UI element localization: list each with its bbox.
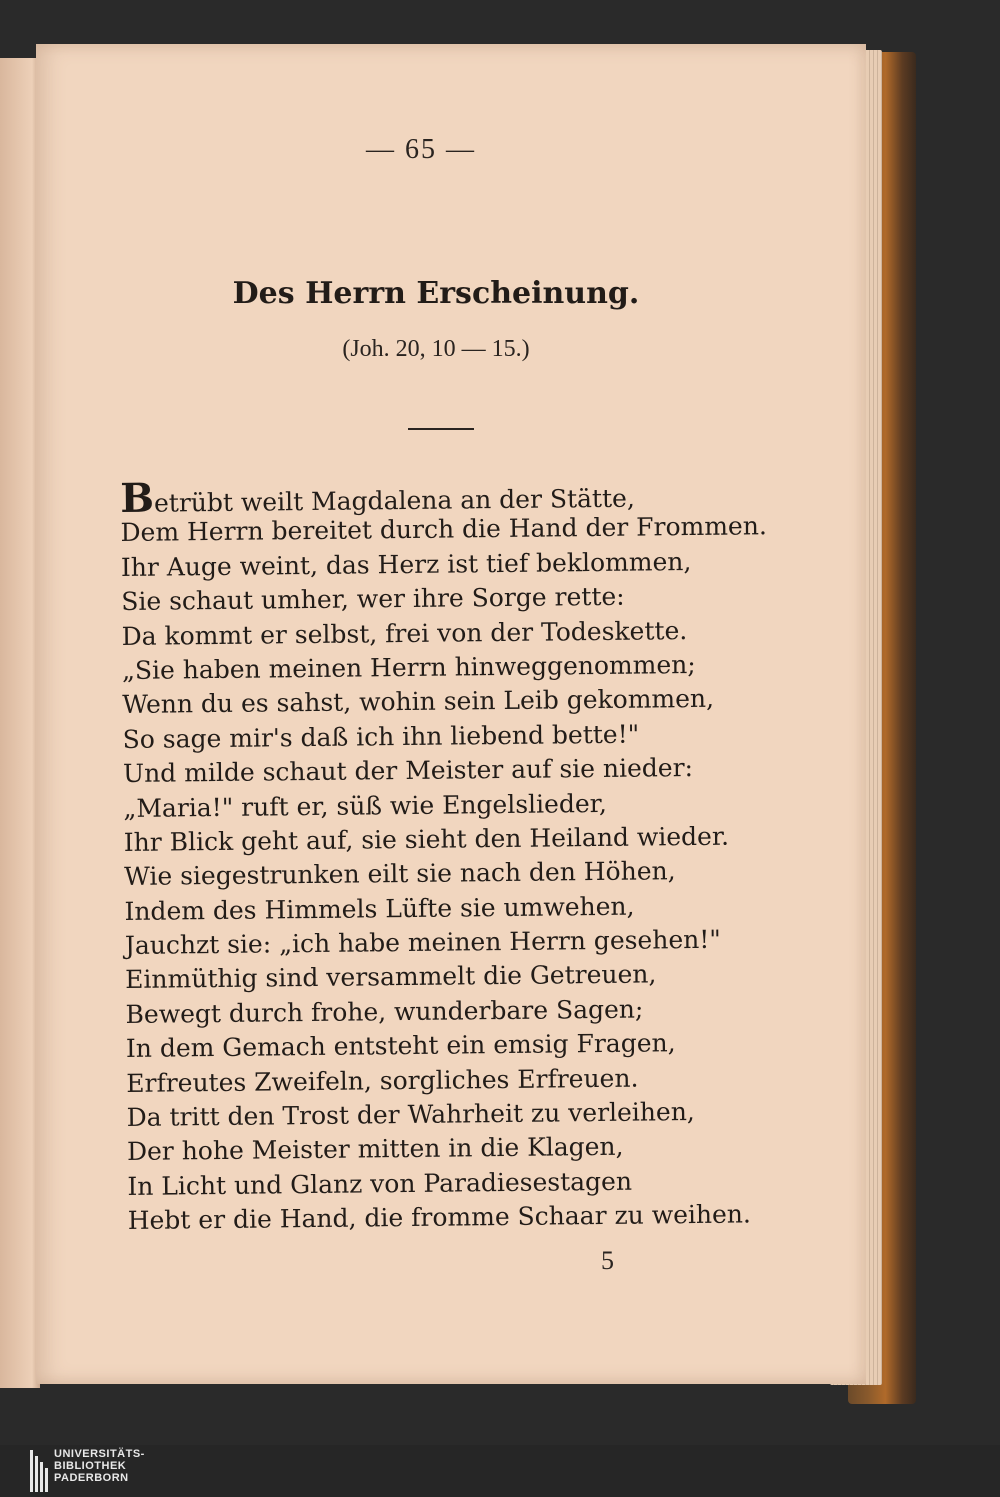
poem-line: In dem Gemach entsteht ein emsig Fragen, <box>125 1028 676 1064</box>
poem-title: Des Herrn Erscheinung. <box>232 276 640 311</box>
library-name-line: PADERBORN <box>54 1472 129 1484</box>
footer-bar <box>0 1445 1000 1497</box>
poem-line: Da kommt er selbst, frei von der Todeskette. <box>121 615 688 651</box>
library-name-line: UNIVERSITÄTS- <box>54 1448 145 1460</box>
poem-line: Und milde schaut der Meister auf sie nieder: <box>122 753 694 789</box>
poem-line: „Sie haben meinen Herrn hinweggenommen; <box>121 649 696 685</box>
poem-line: Hebt er die Hand, die fromme Schaar zu weihen. <box>127 1199 752 1236</box>
poem-line: Bewegt durch frohe, wunderbare Sagen; <box>125 994 644 1029</box>
library-name <box>54 1448 145 1484</box>
poem-line: Dem Herrn bereitet durch die Hand der Frommen. <box>120 511 767 548</box>
poem-line: Erfreutes Zweifeln, sorgliches Erfreuen. <box>126 1063 639 1098</box>
poem-body <box>120 475 768 1238</box>
poem-line: Wie siegestrunken eilt sie nach den Höhen, <box>123 856 676 892</box>
poem-line: Ihr Blick geht auf, sie sieht den Heiland wieder. <box>123 821 730 857</box>
poem-line: „Maria!" ruft er, süß wie Engelslieder, <box>123 788 607 823</box>
title-divider <box>408 428 474 430</box>
poem-line: Betrübt weilt Magdalena an der Stätte, <box>119 474 635 522</box>
poem-reference: (Joh. 20, 10 — 15.) <box>342 336 530 362</box>
poem-line: Jauchzt sie: „ich habe meinen Herrn gesehen!" <box>124 924 721 961</box>
book-page <box>36 44 866 1384</box>
poem-line: Indem des Himmels Lüfte sie umwehen, <box>124 891 635 926</box>
library-name-line: BIBLIOTHEK <box>54 1460 127 1472</box>
left-page-edge <box>0 58 40 1388</box>
poem-line: In Licht und Glanz von Paradiesestagen <box>127 1166 633 1201</box>
page-number: — 65 — <box>366 134 476 165</box>
poem-line: Einmüthig sind versammelt die Getreuen, <box>125 959 657 995</box>
poem-line: Ihr Auge weint, das Herz ist tief beklommen, <box>120 546 692 582</box>
signature-mark: 5 <box>601 1246 614 1275</box>
poem-line: So sage mir's daß ich ihn liebend bette!" <box>122 719 640 754</box>
poem-line: Wenn du es sahst, wohin sein Leib gekommen, <box>122 684 715 720</box>
library-logo-icon <box>30 1450 48 1492</box>
poem-line: Sie schaut umher, wer ihre Sorge rette: <box>121 581 625 617</box>
poem-line: Der hohe Meister mitten in die Klagen, <box>126 1132 624 1167</box>
poem-line: Da tritt den Trost der Wahrheit zu verleihen, <box>126 1097 695 1132</box>
